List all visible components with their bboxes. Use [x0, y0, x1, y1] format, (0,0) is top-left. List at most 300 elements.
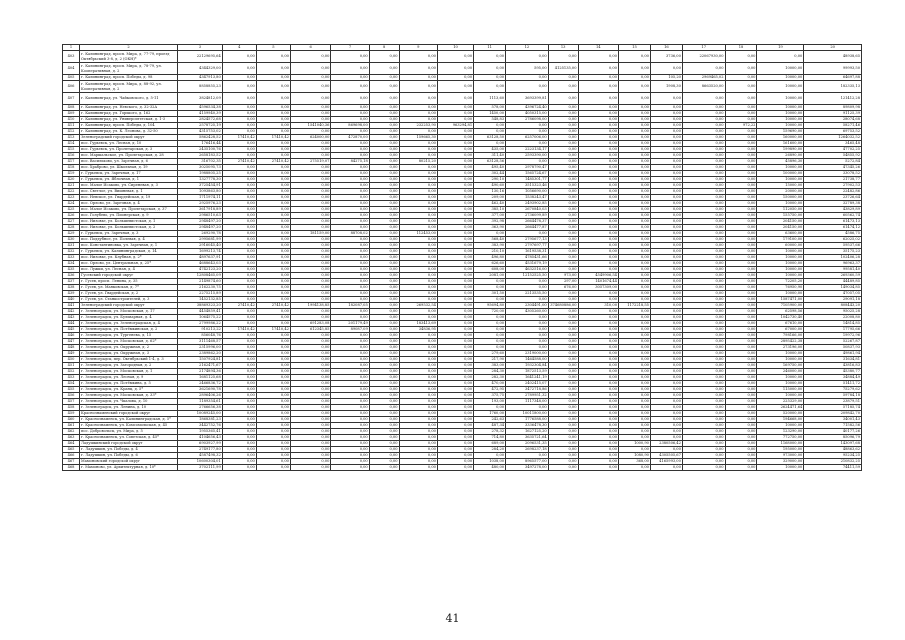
amount-cell: 72205,20 [757, 279, 804, 285]
amount-cell: 204150,00 [757, 225, 804, 231]
amount-cell: 595,00 [506, 63, 549, 75]
amount-cell: 0,00 [578, 369, 618, 375]
amount-cell: 0,00 [618, 225, 650, 231]
amount-cell: 0,00 [331, 195, 369, 201]
amount-cell: 23726,64 [804, 195, 862, 201]
amount-cell: 0,00 [437, 189, 473, 195]
amount-cell: 496,80 [474, 255, 506, 261]
amount-cell: 64697,88 [804, 75, 862, 81]
amount-cell: 1168000,00 [757, 441, 804, 447]
amount-cell: 0,00 [437, 51, 473, 63]
row-number-cell: 445 [63, 327, 80, 333]
amount-cell: 45896,30 [757, 159, 804, 165]
amount-cell: 17410,42 [222, 135, 256, 141]
amount-cell: 0,00 [399, 285, 437, 291]
address-cell: г. Краснознаменск, ул. Калининградская, д. 5* [80, 417, 178, 423]
amount-cell: 1264032,52 [804, 135, 862, 141]
column-number: 2 [80, 45, 178, 51]
amount-cell: 0,00 [222, 147, 256, 153]
amount-cell: 0,00 [548, 363, 578, 369]
amount-cell: 0,00 [474, 345, 506, 351]
amount-cell: 0,00 [369, 327, 399, 333]
amount-cell: 0,00 [650, 393, 682, 399]
amount-cell: 0,00 [650, 327, 682, 333]
amount-cell: 377,00 [474, 213, 506, 219]
amount-cell: 910213,22 [178, 327, 223, 333]
amount-cell: 0,00 [618, 267, 650, 273]
amount-cell: 10000,00 [757, 351, 804, 357]
amount-cell: 0,00 [222, 183, 256, 189]
amount-cell: 2213535,50 [506, 291, 549, 297]
amount-cell: 10000,00 [757, 357, 804, 363]
amount-cell: 0,00 [618, 321, 650, 327]
amount-cell: 2304491,00 [506, 303, 549, 309]
amount-cell: 0,00 [222, 351, 256, 357]
amount-cell: 34884,49 [804, 375, 862, 381]
amount-cell: 0,00 [290, 387, 330, 393]
amount-cell: 0,00 [725, 129, 757, 135]
amount-cell: 0,00 [222, 441, 256, 447]
amount-cell: 3472718,86 [506, 387, 549, 393]
amount-cell: 0,00 [650, 105, 682, 111]
amount-cell: 0,00 [682, 147, 725, 153]
amount-cell: 284,20 [474, 447, 506, 453]
amount-cell: 0,00 [650, 375, 682, 381]
row-number-cell: 419 [63, 171, 80, 177]
amount-cell: 0,00 [222, 393, 256, 399]
amount-cell: 0,00 [437, 231, 473, 237]
row-number-cell: 417 [63, 159, 80, 165]
amount-cell: 0,00 [725, 381, 757, 387]
amount-cell: 1541040,36 [290, 123, 330, 129]
amount-cell: 0,00 [618, 399, 650, 405]
amount-cell: 0,00 [578, 237, 618, 243]
amount-cell: 0,00 [725, 183, 757, 189]
amount-cell: 0,00 [290, 171, 330, 177]
amount-cell: 0,00 [369, 213, 399, 219]
amount-cell: 0,00 [578, 249, 618, 255]
amount-cell: 28074,68 [804, 117, 862, 123]
address-cell: г. Гурьевск, ул. Яблочная, д. 1 [80, 177, 178, 183]
amount-cell: 0,00 [650, 435, 682, 441]
amount-cell: 1113,60 [474, 93, 506, 105]
amount-cell: 0,00 [369, 171, 399, 177]
row-number-cell: 466 [63, 453, 80, 459]
row-number-cell: 438 [63, 285, 80, 291]
amount-cell: 0,00 [331, 189, 369, 195]
amount-cell: 0,00 [290, 465, 330, 471]
amount-cell: 0,00 [437, 435, 473, 441]
amount-cell: 0,00 [222, 291, 256, 297]
amount-cell: 0,00 [256, 51, 290, 63]
amount-cell: 808443,20 [804, 303, 862, 309]
amount-cell: 0,00 [222, 315, 256, 321]
row-number-cell: 452 [63, 369, 80, 375]
amount-cell: 0,00 [578, 423, 618, 429]
amount-cell: 0,00 [256, 177, 290, 183]
amount-cell: 0,00 [618, 231, 650, 237]
amount-cell: 0,00 [222, 213, 256, 219]
amount-cell: 0,00 [369, 393, 399, 399]
amount-cell: 0,00 [437, 315, 473, 321]
amount-cell: 0,00 [437, 291, 473, 297]
amount-cell: 4125135,00 [548, 63, 578, 75]
amount-cell: 0,00 [682, 405, 725, 411]
amount-cell: 383,00 [474, 363, 506, 369]
amount-cell: 0,00 [437, 339, 473, 345]
amount-cell: 0,00 [618, 147, 650, 153]
column-number: 20 [804, 45, 862, 51]
address-cell: пос. Орлово, ул. Заречная, д. 4 [80, 201, 178, 207]
amount-cell: 0,00 [399, 435, 437, 441]
amount-cell: 10000,00 [757, 105, 804, 111]
amount-cell: 14814,85 [804, 321, 862, 327]
amount-cell: 48863,62 [804, 447, 862, 453]
amount-cell: 204150,00 [757, 219, 804, 225]
amount-cell: 0,00 [369, 81, 399, 93]
amount-cell: 0,00 [578, 93, 618, 105]
amount-cell: 0,00 [290, 93, 330, 105]
amount-cell: 0,00 [725, 339, 757, 345]
address-cell: г. Гусев, ул. Гвардейская, д. 2 [80, 291, 178, 297]
amount-cell: 0,00 [399, 207, 437, 213]
amount-cell: 0,00 [682, 153, 725, 159]
amount-cell: 0,00 [369, 267, 399, 273]
amount-cell: 4305505,67 [650, 453, 682, 459]
amount-cell: 0,00 [725, 267, 757, 273]
amount-cell: 0,00 [256, 411, 290, 417]
amount-cell: 0,00 [650, 339, 682, 345]
amount-cell: 0,00 [725, 459, 757, 465]
amount-cell: 0,00 [437, 177, 473, 183]
amount-cell: 282,30 [474, 375, 506, 381]
amount-cell: 2402415,07 [506, 381, 549, 387]
amount-cell: 0,00 [725, 453, 757, 459]
row-number-cell: 462 [63, 429, 80, 435]
amount-cell: 0,00 [618, 417, 650, 423]
amount-cell: 0,00 [222, 225, 256, 231]
column-number: 3 [178, 45, 223, 51]
amount-cell: 0,00 [578, 117, 618, 123]
address-cell: г. Зеленоградск, пер. Октябрьский 1-4, д. 3 [80, 357, 178, 363]
amount-cell: 1080,90 [618, 453, 650, 459]
amount-cell: 0,00 [548, 183, 578, 189]
amount-cell: 0,00 [725, 291, 757, 297]
amount-cell: 84275,18 [331, 159, 369, 165]
amount-cell: 2948497,20 [178, 225, 223, 231]
amount-cell: 0,00 [290, 447, 330, 453]
amount-cell: 0,00 [256, 297, 290, 303]
amount-cell: 0,00 [290, 417, 330, 423]
amount-cell: 0,00 [437, 81, 473, 93]
amount-cell: 0,00 [725, 93, 757, 105]
amount-cell: 0,00 [256, 339, 290, 345]
amount-cell: 0,00 [650, 135, 682, 141]
amount-cell: 0,00 [725, 285, 757, 291]
table-row [63, 93, 862, 105]
address-cell: г. Зеленоградск, ул. Ленина, д. 10 [80, 405, 178, 411]
amount-cell: 2799986,22 [178, 321, 223, 327]
amount-cell: 0,00 [725, 315, 757, 321]
amount-cell: 0,00 [506, 75, 549, 81]
amount-cell: 0,00 [399, 171, 437, 177]
amount-cell: 0,00 [222, 453, 256, 459]
amount-cell: 0,00 [618, 219, 650, 225]
amount-cell: 0,00 [682, 129, 725, 135]
amount-cell: 74411,59 [804, 465, 862, 471]
amount-cell: 0,00 [618, 195, 650, 201]
amount-cell: 0,00 [650, 207, 682, 213]
amount-cell: 0,00 [256, 405, 290, 411]
amount-cell: 0,00 [256, 231, 290, 237]
amount-cell: 2786098,00 [506, 117, 549, 123]
amount-cell: 0,00 [618, 201, 650, 207]
row-number-cell: 446 [63, 333, 80, 339]
amount-cell: 0,00 [399, 255, 437, 261]
amount-cell: 0,00 [682, 381, 725, 387]
amount-cell: 10000,00 [757, 393, 804, 399]
amount-cell: 4596534,38 [178, 105, 223, 111]
amount-cell: 161600,00 [757, 141, 804, 147]
amount-cell: 0,00 [548, 435, 578, 441]
amount-cell: 470,00 [474, 381, 506, 387]
amount-cell: 0,00 [399, 291, 437, 297]
amount-cell: 0,00 [290, 423, 330, 429]
amount-cell: 0,00 [369, 111, 399, 117]
amount-cell: 3111468,57 [178, 339, 223, 345]
amount-cell: 0,00 [399, 111, 437, 117]
amount-cell: 0,00 [256, 345, 290, 351]
amount-cell: 0,00 [437, 117, 473, 123]
amount-cell: 273196,00 [757, 345, 804, 351]
row-number-cell: 456 [63, 393, 80, 399]
amount-cell: 0,00 [650, 297, 682, 303]
amount-cell: 0,00 [578, 315, 618, 321]
amount-cell: 0,00 [222, 417, 256, 423]
amount-cell: 99993,50 [804, 63, 862, 75]
amount-cell: 0,00 [222, 75, 256, 81]
amount-cell: 80215,20 [399, 159, 437, 165]
amount-cell: 0,00 [331, 399, 369, 405]
amount-cell: 1711974,11 [178, 195, 223, 201]
amount-cell: 0,00 [437, 273, 473, 279]
amount-cell: 0,00 [222, 51, 256, 63]
amount-cell: 0,00 [256, 357, 290, 363]
address-cell: пос. Низовье, ул. Большевистская, д. 2 [80, 225, 178, 231]
amount-cell: 0,00 [331, 453, 369, 459]
amount-cell: 0,00 [650, 267, 682, 273]
amount-cell: 0,00 [725, 201, 757, 207]
row-number-cell: 461 [63, 423, 80, 429]
amount-cell: 10000,00 [757, 273, 804, 279]
amount-cell: 0,00 [331, 153, 369, 159]
amount-cell: 0,00 [256, 123, 290, 129]
column-number: 14 [578, 45, 618, 51]
amount-cell: 2435100,76 [178, 147, 223, 153]
amount-cell: 1627125,20 [506, 429, 549, 435]
amount-cell: 0,00 [650, 177, 682, 183]
amount-cell: 0,00 [290, 249, 330, 255]
amount-cell: 246000,00 [757, 369, 804, 375]
amount-cell: 0,00 [399, 153, 437, 159]
amount-cell: 0,00 [369, 207, 399, 213]
amount-cell: 0,00 [369, 429, 399, 435]
amount-cell: 0,00 [618, 333, 650, 339]
amount-cell: 0,00 [399, 357, 437, 363]
address-cell: пос. Голубево, ул. Пионерская, д. 9 [80, 213, 178, 219]
amount-cell: 0,00 [222, 381, 256, 387]
amount-cell: 0,00 [437, 351, 473, 357]
amount-cell: 0,00 [399, 297, 437, 303]
amount-cell: 0,00 [437, 459, 473, 465]
amount-cell: 0,00 [222, 117, 256, 123]
amount-cell: 714,80 [474, 435, 506, 441]
amount-cell: 0,00 [548, 333, 578, 339]
amount-cell: 0,00 [618, 381, 650, 387]
amount-cell: 0,00 [578, 393, 618, 399]
amount-cell: 0,00 [256, 447, 290, 453]
amount-cell: 0,00 [618, 81, 650, 93]
amount-cell: 0,00 [474, 339, 506, 345]
amount-cell: 0,00 [618, 243, 650, 249]
amount-cell: 0,00 [548, 327, 578, 333]
address-cell: г. Гусев, ул. Станкостроителей, д. 3 [80, 297, 178, 303]
amount-cell: 0,00 [437, 183, 473, 189]
amount-cell: 0,00 [725, 231, 757, 237]
amount-cell: 0,00 [256, 141, 290, 147]
amount-cell: 0,00 [548, 165, 578, 171]
amount-cell: 10000,00 [757, 255, 804, 261]
amount-cell: 47702,25 [804, 147, 862, 153]
amount-cell: 75279,62 [804, 387, 862, 393]
amount-cell: 0,00 [222, 309, 256, 315]
amount-cell: 10000,00 [757, 375, 804, 381]
amount-cell: 3635721,64 [506, 435, 549, 441]
amount-cell: 0,00 [399, 339, 437, 345]
amount-cell: 0,00 [369, 201, 399, 207]
amount-cell: 0,00 [578, 411, 618, 417]
amount-cell: 183413,69 [399, 321, 437, 327]
amount-cell: 155750,00 [757, 213, 804, 219]
amount-cell: 40177,26 [804, 429, 862, 435]
amount-cell: 0,00 [578, 363, 618, 369]
address-cell: пос. Светлое, ул. Вишневая, д. 1 [80, 189, 178, 195]
amount-cell: 195000,00 [757, 447, 804, 453]
amount-cell: 0,00 [437, 129, 473, 135]
amount-cell: 374680886,00 [548, 303, 578, 309]
amount-cell: 1908,30 [650, 81, 682, 93]
amount-cell: 0,00 [548, 141, 578, 147]
amount-cell: 0,00 [222, 201, 256, 207]
amount-cell: 0,00 [399, 405, 437, 411]
amount-cell: 0,00 [682, 423, 725, 429]
amount-cell: 0,00 [650, 189, 682, 195]
amount-cell: 0,00 [650, 93, 682, 105]
amount-cell: 0,00 [399, 195, 437, 201]
amount-cell: 0,00 [578, 177, 618, 183]
amount-cell: 0,00 [650, 309, 682, 315]
amount-cell: 0,00 [618, 105, 650, 111]
amount-cell: 0,00 [290, 369, 330, 375]
amount-cell: 0,00 [369, 399, 399, 405]
amount-cell: 1189354,61 [178, 399, 223, 405]
amount-cell: 4587498,32 [178, 453, 223, 459]
amount-cell: 3025095,73 [178, 165, 223, 171]
amount-cell: 0,00 [578, 123, 618, 129]
amount-cell: 0,00 [331, 417, 369, 423]
address-cell: г. Зеленоградск, ул. Потёмкинская, д. 2 [80, 327, 178, 333]
amount-cell: 0,00 [506, 327, 549, 333]
amount-cell: 0,00 [222, 231, 256, 237]
column-number: 9 [399, 45, 437, 51]
amount-cell: 0,00 [725, 51, 757, 63]
amount-cell: 0,00 [222, 165, 256, 171]
amount-cell: 0,00 [682, 213, 725, 219]
row-number-cell: 427 [63, 219, 80, 225]
row-number-cell: 428 [63, 225, 80, 231]
amount-cell: 0,00 [548, 447, 578, 453]
amount-cell: 60000,00 [757, 243, 804, 249]
amount-cell: 0,00 [618, 135, 650, 141]
amount-cell: 85096,79 [804, 435, 862, 441]
amount-cell: 0,00 [725, 417, 757, 423]
amount-cell: 1000,90 [618, 441, 650, 447]
amount-cell: 0,00 [399, 369, 437, 375]
amount-cell: 17410,42 [256, 135, 290, 141]
amount-cell: 0,00 [222, 405, 256, 411]
amount-cell: 3621690,78 [178, 387, 223, 393]
table-body [63, 51, 862, 471]
amount-cell: 0,00 [399, 381, 437, 387]
amount-cell: 4165993,00 [650, 459, 682, 465]
amount-cell: 0,00 [548, 213, 578, 219]
column-number: 12 [506, 45, 549, 51]
amount-cell: 0,00 [725, 309, 757, 315]
amount-cell: 0,00 [399, 393, 437, 399]
amount-cell: 0,00 [437, 393, 473, 399]
row-number-cell: 412 [63, 129, 80, 135]
address-cell: г. Гурьевск, ул. Заречная, д. 17 [80, 171, 178, 177]
amount-cell: 0,00 [548, 231, 578, 237]
amount-cell: 0,00 [650, 153, 682, 159]
row-number-cell: 411 [63, 123, 80, 129]
amount-cell: 0,00 [290, 195, 330, 201]
amount-cell: 0,00 [650, 381, 682, 387]
amount-cell: 0,00 [682, 321, 725, 327]
amount-cell: 1464588,00 [506, 357, 549, 363]
amount-cell: 2916045,40 [178, 243, 223, 249]
amount-cell: 0,00 [399, 51, 437, 63]
amount-cell: 0,00 [222, 249, 256, 255]
amount-cell: 0,00 [399, 189, 437, 195]
amount-cell: 0,00 [682, 387, 725, 393]
amount-cell: 0,00 [618, 63, 650, 75]
amount-cell: 0,00 [437, 447, 473, 453]
amount-cell: 0,00 [331, 297, 369, 303]
amount-cell: 0,00 [437, 195, 473, 201]
amount-cell: 0,00 [369, 303, 399, 309]
amount-cell: 0,00 [682, 63, 725, 75]
amount-cell: 0,00 [399, 363, 437, 369]
amount-cell: 2925976,23 [178, 201, 223, 207]
amount-cell: 76950,90 [757, 285, 804, 291]
amount-cell: 0,00 [725, 195, 757, 201]
amount-cell: 0,00 [437, 399, 473, 405]
amount-cell: 0,00 [650, 237, 682, 243]
amount-cell: 0,00 [578, 381, 618, 387]
amount-cell: 0,00 [725, 399, 757, 405]
amount-cell: 0,00 [256, 321, 290, 327]
